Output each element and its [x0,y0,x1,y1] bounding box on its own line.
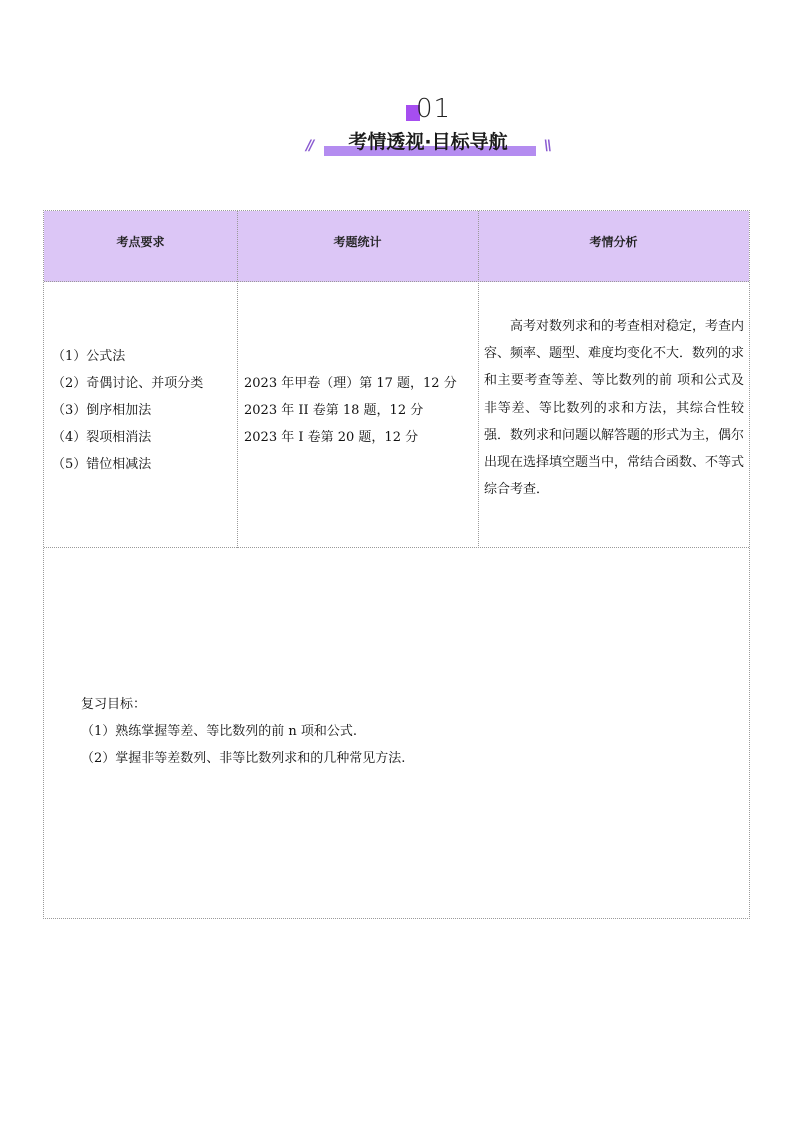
list-item: （5）错位相减法 [52,457,152,472]
list-item: （1）公式法 [52,349,126,364]
section-title-text: 考情透视·目标导航 [348,131,508,153]
section-header [0,92,794,162]
header-requirements: 考点要求 [116,235,165,249]
list-item: （4）裂项相消法 [52,430,152,445]
review-goals [80,691,405,772]
section-number-text: 01 [416,94,452,124]
list-item: （1）熟练掌握等差、等比数列的前 n 项和公式. [81,724,358,739]
analysis-paragraph: 高考对数列求和的考查相对稳定，考查内容、频率、题型、难度均变化不大．数列的求和主要考查等差、等比数列的前 项和公式及非等差、等比数列的求和方法，其综合性较强．数列求和问题以解答题的形式为主，偶尔出现在选择填空题当中，常结合函数、不等式综合考查． [484,319,745,498]
title-deco-left: // [306,138,313,154]
list-item: 2023 年 II 卷第 18 题，12 分 [244,403,424,418]
title-deco-right: \\ [543,138,550,154]
list-item: （3）倒序相加法 [52,403,152,418]
statistics-list [244,370,457,451]
review-goals-title: 复习目标： [81,697,147,712]
list-item: 2023 年 I 卷第 20 题，12 分 [244,430,419,445]
section-title [306,128,550,160]
header-statistics: 考题统计 [333,235,382,249]
table-body-row [44,282,749,548]
list-item: （2）奇偶讨论、并项分类 [52,376,204,391]
table-header-row [44,211,749,282]
requirements-list [52,343,203,478]
section-number [405,92,465,126]
list-item: （2）掌握非等差数列、非等比数列求和的几种常见方法. [81,751,406,766]
exam-analysis-table [43,210,750,919]
header-analysis: 考情分析 [589,235,638,249]
list-item: 2023 年甲卷（理）第 17 题，12 分 [244,376,457,391]
